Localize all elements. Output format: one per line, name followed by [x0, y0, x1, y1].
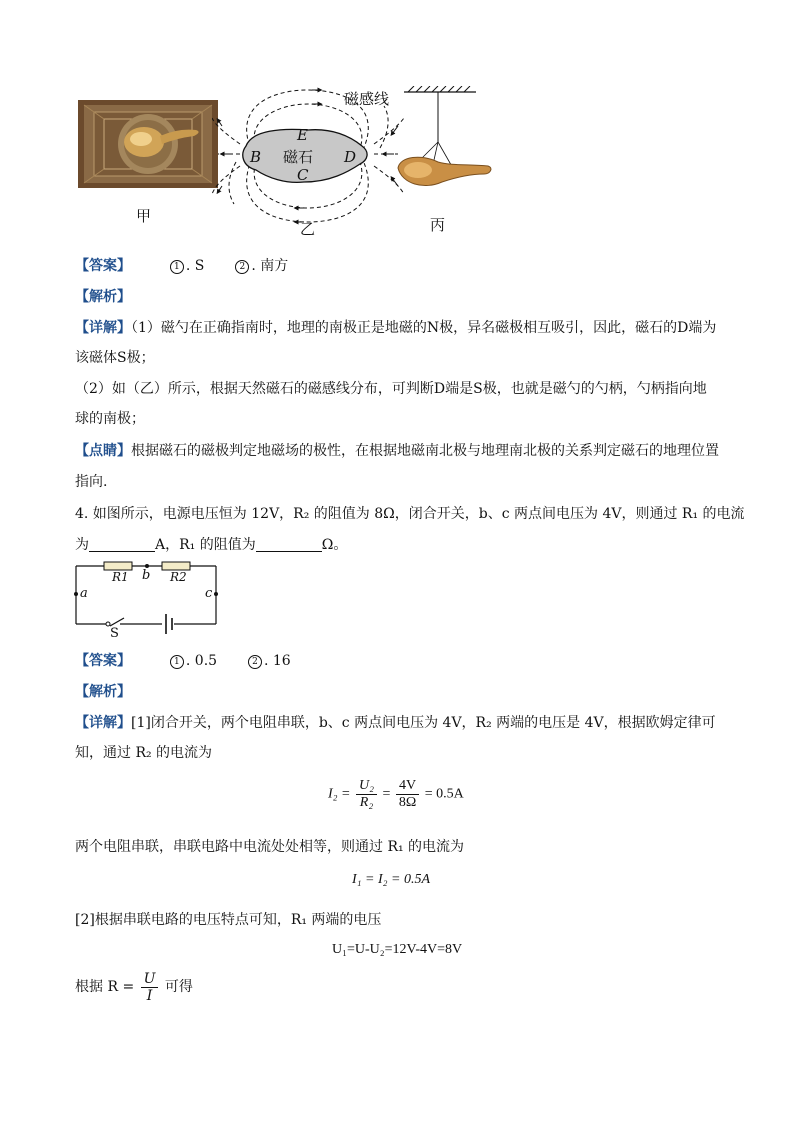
- answer-2: . 南方: [251, 258, 289, 274]
- circled-number-2: 2: [248, 655, 262, 669]
- figure-label-jia: 甲: [136, 207, 152, 225]
- r2-label: R2: [170, 570, 187, 584]
- switch-label: S: [110, 626, 119, 641]
- eq4-post: 可得: [164, 979, 193, 995]
- eq1-f2-den: 8Ω: [398, 795, 417, 810]
- q4-stem-a: 4. 如图所示，电源电压恒为 12V，R₂ 的阻值为 8Ω，闭合开关，b、c 两点间电压为 4V，则通过 R₁ 的电流: [75, 506, 745, 522]
- q3-detail-text-1b: 该磁体S极；: [75, 350, 155, 366]
- q4-eq4-line: [75, 968, 193, 1006]
- point-b-label: B: [250, 148, 262, 166]
- answer-tag: 【答案】: [75, 258, 131, 274]
- q4-answer-line: [75, 651, 291, 671]
- comment-tag: 【点睛】: [75, 443, 131, 459]
- q3-comment-line-1: [75, 441, 719, 461]
- equation-current-equal: I₁ = I₂ = 0.5A: [352, 872, 431, 887]
- eq4-den: I: [146, 987, 153, 1004]
- eq4-fraction: [141, 971, 159, 1004]
- q3-detail-line-1: [75, 318, 716, 338]
- point-b: b: [142, 568, 151, 583]
- r1-label: R1: [112, 570, 129, 584]
- q3-comment-text-a: 根据磁石的磁极判定地磁场的极性，在根据地磁南北极与地理南北极的关系判定磁石的地理位置: [131, 443, 719, 459]
- eq1-fraction-1: [356, 778, 377, 811]
- point-d-label: D: [344, 148, 357, 166]
- q4-stem-b-pre: 为: [75, 537, 89, 553]
- point-c: c: [205, 586, 213, 601]
- q3-answer-line: [75, 256, 288, 276]
- field-line-label: 磁感线: [344, 90, 390, 108]
- point-e-label: E: [297, 126, 308, 144]
- point-c-label: C: [297, 166, 309, 184]
- circled-number-1: 1: [170, 260, 184, 274]
- equation-voltage: U₁=U-U₂=12V-4V=8V: [332, 942, 463, 957]
- suspended-spoon-image: [390, 86, 500, 196]
- answer-blank-2: [256, 537, 322, 552]
- sinan-board-image: [78, 100, 218, 190]
- q4-detail-text-2: [2]根据串联电路的电压特点可知，R₁ 两端的电压: [75, 912, 382, 928]
- eq1-f2-num: 4V: [396, 778, 419, 795]
- answer-1: . S: [185, 258, 205, 274]
- eq1-lhs: I₂ =: [328, 786, 351, 802]
- analysis-tag: 【解析】: [75, 684, 131, 700]
- answer-tag: 【答案】: [75, 653, 131, 669]
- answer-blank-1: [89, 537, 155, 552]
- circled-number-2: 2: [235, 260, 249, 274]
- q4-stem-b-unit1: A，R₁ 的阻值为: [155, 537, 256, 553]
- q4-detail-text-1b: 知，通过 R₂ 的电流为: [75, 745, 213, 761]
- q3-detail-text-1a: （1）磁勺在正确指南时，地理的南极正是地磁的N极，异名磁极相互吸引，因此，磁石的D端为: [131, 320, 717, 336]
- magnet-label: 磁石: [283, 148, 314, 166]
- eq1-rhs: = 0.5A: [424, 786, 464, 802]
- detail-tag: 【详解】: [75, 320, 131, 336]
- point-a: a: [80, 586, 88, 601]
- eq4-num: U: [141, 971, 159, 988]
- eq4-pre: 根据 R =: [75, 979, 135, 995]
- eq1-f1-num: U₂: [356, 778, 377, 795]
- eq1-f1-den: R₂: [359, 795, 374, 810]
- q4-detail-line-1: [75, 713, 716, 733]
- detail-tag: 【详解】: [75, 715, 131, 731]
- q4-detail-text-1a: [1]闭合开关，两个电阻串联，b、c 两点间电压为 4V，R₂ 两端的电压是 4V，根据欧姆定律可: [131, 715, 716, 731]
- q4-series-text: 两个电阻串联，串联电路中电流处处相等，则通过 R₁ 的电流为: [75, 839, 465, 855]
- figure-label-bing: 丙: [430, 216, 446, 234]
- q4-stem-b: [75, 535, 347, 555]
- analysis-tag: 【解析】: [75, 289, 131, 305]
- q3-comment-text-b: 指向.: [75, 474, 108, 490]
- equation-ohms-law: I₂ = $\frac{\text{U₂}}{\text{R₂}}$ = $\frac{4V}{8\Omega}$ = 0.5A: [328, 778, 464, 810]
- circled-number-1: 1: [170, 655, 184, 669]
- answer-1: . 0.5: [185, 653, 218, 669]
- q3-detail-text-2a: （2）如（乙）所示，根据天然磁石的磁感线分布，可判断D端是S极，也就是磁勺的勺柄，勺柄指向地: [75, 381, 707, 397]
- figure-label-yi: 乙: [300, 220, 316, 238]
- q3-detail-text-2b: 球的南极；: [75, 411, 145, 427]
- answer-2: . 16: [263, 653, 291, 669]
- eq1-fraction-2: [396, 778, 419, 811]
- q4-stem-b-unit2: Ω。: [321, 537, 348, 553]
